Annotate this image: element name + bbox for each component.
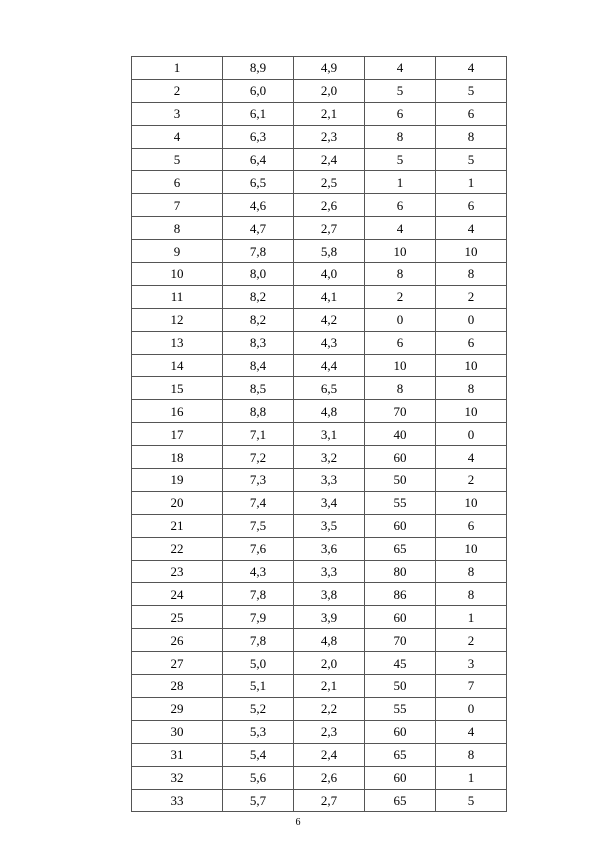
table-cell: 8,3 [223,331,294,354]
table-cell: 25 [132,606,223,629]
table-cell: 21 [132,514,223,537]
table-cell: 5,2 [223,697,294,720]
table-cell: 4,8 [294,400,365,423]
table-cell: 10 [132,263,223,286]
table-cell: 8,4 [223,354,294,377]
table-cell: 7 [132,194,223,217]
table-cell: 9 [132,240,223,263]
table-cell: 6,1 [223,102,294,125]
table-cell: 8 [132,217,223,240]
table-cell: 26 [132,629,223,652]
table-cell: 10 [365,240,436,263]
table-cell: 65 [365,537,436,560]
table-row [132,331,507,354]
table-cell: 22 [132,537,223,560]
table-cell: 6 [436,514,507,537]
table-cell: 4 [436,57,507,80]
table-cell: 5 [365,79,436,102]
table-cell: 28 [132,675,223,698]
table-cell: 55 [365,491,436,514]
data-table [131,56,507,812]
table-row [132,537,507,560]
table-cell: 50 [365,469,436,492]
table-row [132,102,507,125]
table-cell: 2 [436,469,507,492]
table-cell: 24 [132,583,223,606]
table-cell: 8,2 [223,308,294,331]
table-cell: 50 [365,675,436,698]
table-cell: 86 [365,583,436,606]
table-cell: 6,4 [223,148,294,171]
table-cell: 4,3 [223,560,294,583]
table-cell: 2 [436,285,507,308]
table-cell: 45 [365,652,436,675]
table-cell: 0 [365,308,436,331]
table-row [132,629,507,652]
table-cell: 7,5 [223,514,294,537]
table-cell: 3 [132,102,223,125]
table-cell: 6,0 [223,79,294,102]
table-cell: 10 [436,537,507,560]
table-cell: 3,8 [294,583,365,606]
table-cell: 7,6 [223,537,294,560]
table-cell: 5,7 [223,789,294,812]
table-cell: 8 [436,560,507,583]
table-cell: 4,2 [294,308,365,331]
table-cell: 60 [365,514,436,537]
table-cell: 6 [365,331,436,354]
table-cell: 7,1 [223,423,294,446]
table-cell: 0 [436,423,507,446]
table-cell: 2,3 [294,125,365,148]
table-row [132,446,507,469]
table-cell: 7,4 [223,491,294,514]
table-cell: 2,1 [294,102,365,125]
table-row [132,285,507,308]
table-cell: 5 [436,79,507,102]
table-cell: 5,0 [223,652,294,675]
table-cell: 7,8 [223,629,294,652]
table-cell: 1 [436,766,507,789]
table-row [132,308,507,331]
table-body [132,57,507,812]
table-cell: 4 [365,217,436,240]
table-cell: 8 [365,377,436,400]
table-row [132,606,507,629]
table-cell: 5,1 [223,675,294,698]
table-cell: 2,6 [294,194,365,217]
table-cell: 8 [365,125,436,148]
table-cell: 2 [436,629,507,652]
table-cell: 6 [365,102,436,125]
table-cell: 2,6 [294,766,365,789]
table-cell: 3,3 [294,469,365,492]
table-cell: 19 [132,469,223,492]
table-cell: 7,2 [223,446,294,469]
table-cell: 6,5 [223,171,294,194]
table-cell: 3,6 [294,537,365,560]
page-number: 6 [295,817,301,828]
table-cell: 13 [132,331,223,354]
table-cell: 2,2 [294,697,365,720]
table-row [132,79,507,102]
table-cell: 5,8 [294,240,365,263]
table-cell: 60 [365,606,436,629]
table-cell: 65 [365,743,436,766]
table-cell: 8 [365,263,436,286]
table-cell: 60 [365,720,436,743]
table-row [132,354,507,377]
table-cell: 3 [436,652,507,675]
table-cell: 6 [132,171,223,194]
table-cell: 32 [132,766,223,789]
table-cell: 3,3 [294,560,365,583]
table-cell: 15 [132,377,223,400]
table-row [132,720,507,743]
table-cell: 10 [436,240,507,263]
table-row [132,789,507,812]
table-cell: 70 [365,629,436,652]
table-cell: 23 [132,560,223,583]
table-cell: 0 [436,308,507,331]
table-row [132,125,507,148]
table-row [132,652,507,675]
table-row [132,491,507,514]
table-cell: 1 [132,57,223,80]
table-cell: 11 [132,285,223,308]
table-row [132,148,507,171]
table-cell: 17 [132,423,223,446]
table-cell: 3,4 [294,491,365,514]
table-cell: 4,3 [294,331,365,354]
table-cell: 5,4 [223,743,294,766]
table-cell: 5 [132,148,223,171]
table-cell: 7,8 [223,240,294,263]
table-cell: 60 [365,446,436,469]
table-cell: 2 [132,79,223,102]
table-cell: 2,3 [294,720,365,743]
table-cell: 8,5 [223,377,294,400]
table-row [132,743,507,766]
table-cell: 4,0 [294,263,365,286]
table-cell: 29 [132,697,223,720]
table-cell: 6 [365,194,436,217]
table-cell: 4,1 [294,285,365,308]
table-cell: 70 [365,400,436,423]
table-cell: 5 [365,148,436,171]
table-cell: 18 [132,446,223,469]
table-cell: 5 [436,789,507,812]
table-cell: 2,0 [294,652,365,675]
table-cell: 14 [132,354,223,377]
table-cell: 4 [365,57,436,80]
table-cell: 2,7 [294,217,365,240]
table-cell: 3,5 [294,514,365,537]
table-cell: 8 [436,377,507,400]
table-cell: 4,4 [294,354,365,377]
table-cell: 7,3 [223,469,294,492]
table-cell: 4,7 [223,217,294,240]
table-cell: 31 [132,743,223,766]
table-row [132,766,507,789]
table-cell: 0 [436,697,507,720]
table-cell: 5,6 [223,766,294,789]
table-cell: 20 [132,491,223,514]
table-cell: 3,2 [294,446,365,469]
table-row [132,194,507,217]
table-cell: 2,0 [294,79,365,102]
table-cell: 4,9 [294,57,365,80]
table-row [132,217,507,240]
table-row [132,400,507,423]
table-cell: 3,9 [294,606,365,629]
table-cell: 2,5 [294,171,365,194]
table-cell: 4 [436,446,507,469]
table-row [132,560,507,583]
table-cell: 6,3 [223,125,294,148]
table-cell: 1 [365,171,436,194]
table-cell: 7,8 [223,583,294,606]
table-cell: 2,7 [294,789,365,812]
table-cell: 10 [436,354,507,377]
table-cell: 65 [365,789,436,812]
table-cell: 8,9 [223,57,294,80]
table-cell: 5,3 [223,720,294,743]
table-cell: 4 [132,125,223,148]
table-row [132,514,507,537]
table-cell: 6,5 [294,377,365,400]
table-cell: 27 [132,652,223,675]
table-cell: 2,4 [294,743,365,766]
table-row [132,263,507,286]
table-cell: 12 [132,308,223,331]
table-cell: 8 [436,743,507,766]
table-cell: 10 [436,400,507,423]
table-row [132,697,507,720]
table-cell: 8 [436,263,507,286]
table-cell: 8 [436,583,507,606]
table-row [132,57,507,80]
table-cell: 10 [436,491,507,514]
table-cell: 4 [436,720,507,743]
table-cell: 8,2 [223,285,294,308]
table-cell: 7,9 [223,606,294,629]
table-cell: 6 [436,331,507,354]
table-cell: 2,1 [294,675,365,698]
table-cell: 7 [436,675,507,698]
table-cell: 3,1 [294,423,365,446]
table-cell: 4 [436,217,507,240]
table-cell: 80 [365,560,436,583]
table-cell: 4,6 [223,194,294,217]
table-row [132,423,507,446]
table-row [132,675,507,698]
table-cell: 16 [132,400,223,423]
table-cell: 30 [132,720,223,743]
table-cell: 10 [365,354,436,377]
table-cell: 55 [365,697,436,720]
table-cell: 40 [365,423,436,446]
table-cell: 1 [436,606,507,629]
table-cell: 1 [436,171,507,194]
table-cell: 8,0 [223,263,294,286]
table-cell: 2,4 [294,148,365,171]
table-row [132,171,507,194]
table-row [132,377,507,400]
table-cell: 6 [436,102,507,125]
table-cell: 8,8 [223,400,294,423]
table-cell: 6 [436,194,507,217]
table-cell: 8 [436,125,507,148]
table-cell: 5 [436,148,507,171]
table-cell: 4,8 [294,629,365,652]
table-row [132,469,507,492]
table-row [132,583,507,606]
table-row [132,240,507,263]
table-cell: 33 [132,789,223,812]
table-cell: 2 [365,285,436,308]
table-cell: 60 [365,766,436,789]
